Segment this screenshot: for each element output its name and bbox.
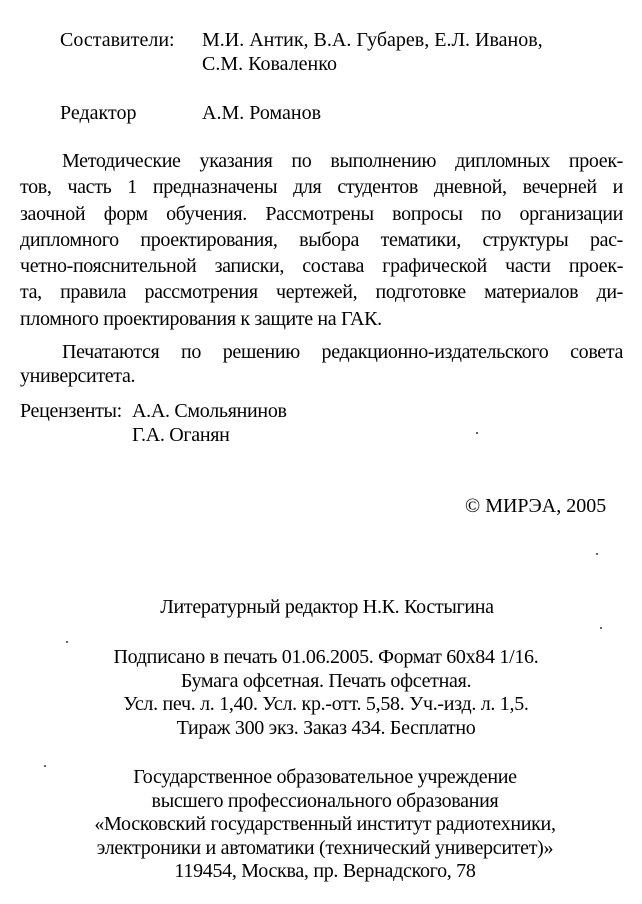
printed-by-line: университета. [20,365,136,387]
publication-info-line: Тираж 300 экз. Заказ 434. Бесплатно [176,716,476,739]
editor-label: Редактор [60,102,137,124]
institution-line: электроники и автоматики (технический университет)» [96,836,554,859]
abstract-line: Методические указания по выполнению дипломных проек- [62,150,623,172]
reviewers-names [132,399,287,447]
literary-editor-line: Литературный редактор Н.К. Костыгина [160,596,494,618]
copyright-notice: © МИРЭА, 2005 [465,495,607,517]
institution-line: высшего профессионального образования [151,789,499,812]
abstract-line: дипломного проектирования, выбора тематики, структуры рас- [20,228,623,251]
scan-speck [66,641,68,643]
printed-by-paragraph [20,340,623,388]
institution-line: «Московский государственный институт радиотехники, [94,813,556,835]
literary-editor [6,596,642,620]
compilers-label: Составители: [60,29,175,51]
institution-block [4,766,642,884]
compilers-names [202,28,543,76]
publication-info [5,646,642,740]
publication-info-line: Усл. печ. л. 1,40. Усл. кр.-отт. 5,58. Уч.-изд. л. 1,5. [123,693,529,715]
scan-speck [600,627,602,629]
abstract-paragraph [20,148,623,332]
printed-by-line: Печатаются по решению редакционно-издательского совета [62,341,623,363]
scan-speck [44,765,46,767]
institution-line: Государственное образовательное учреждение [133,766,517,788]
abstract-line: четно-пояснительной записки, состава графической части проек- [20,255,623,278]
compilers-name-line: С.М. Коваленко [202,53,337,75]
scan-speck [476,432,478,434]
abstract-line: тов, часть 1 предназначены для студентов дневной, вечерней и [20,176,623,199]
abstract-line: та, правила рассмотрения чертежей, подготовке материалов ди- [20,281,623,304]
reviewer-name: А.А. Смольянинов [132,400,287,422]
abstract-line: пломного проектирования к защите на ГАК. [20,307,382,330]
publication-info-line: Подписано в печать 01.06.2005. Формат 60х84 1/16. [113,646,539,668]
scan-speck [596,553,598,555]
reviewer-name: Г.А. Оганян [132,424,230,446]
publication-info-line: Бумага офсетная. Печать офсетная. [180,669,472,692]
reviewers-label: Рецензенты: [20,400,122,422]
compilers-name-line: М.И. Антик, В.А. Губарев, Е.Л. Иванов, [202,29,543,51]
abstract-line: заочной форм обучения. Рассмотрены вопросы по организации [20,202,623,225]
editor-name: А.М. Романов [202,102,322,124]
institution-line: 119454, Москва, пр. Вернадского, 78 [174,860,476,882]
